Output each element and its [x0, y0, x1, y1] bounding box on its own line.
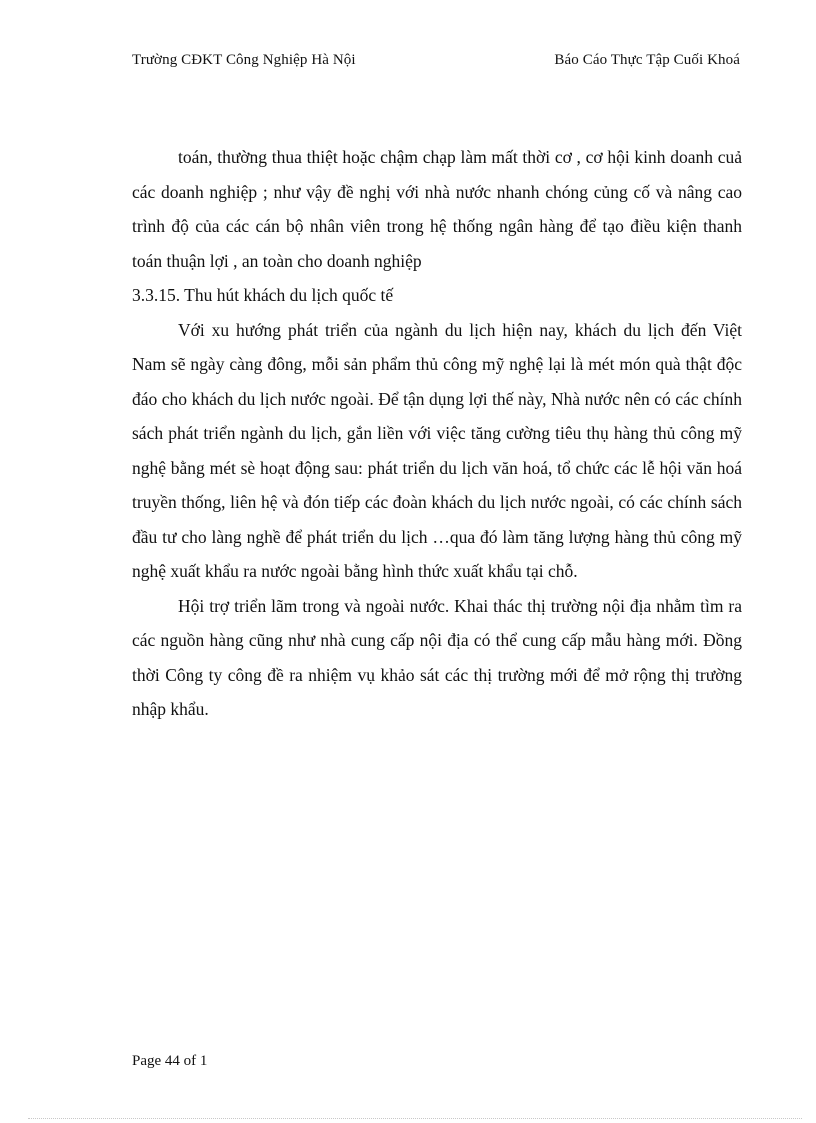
header-school-name: Trường CĐKT Công Nghiệp Hà Nội: [132, 52, 356, 68]
page-footer: [132, 1053, 207, 1070]
paragraph-tourism: Với xu hướng phát triển của ngành du lịch hiện nay, khách du lịch đến Việt Nam sẽ ngày càng đông, mỗi sản phẩm thủ công mỹ nghệ lại là mét món quà thật độc đáo cho khách du lịch nước ngoài. Để tận dụng lợi thế này, Nhà nước nên có các chính sách phát triển ngành du lịch, gắn liền với việc tăng cường tiêu thụ hàng thủ công mỹ nghệ bằng mét sè hoạt động sau: phát triển du lịch văn hoá, tổ chức các lễ hội văn hoá truyền thống, liên hệ và đón tiếp các đoàn khách du lịch nước ngoài, có các chính sách đầu tư cho làng nghề để phát triển du lịch …qua đó làm tăng lượng hàng thủ công mỹ nghệ xuất khẩu ra nước ngoài bằng hình thức xuất khẩu tại chỗ.: [132, 319, 742, 581]
page-number-label: Page 44 of 1: [132, 1053, 208, 1069]
page-bottom-divider: [28, 1118, 802, 1119]
paragraph-trade-fairs: Hội trợ triển lãm trong và ngoài nước. Khai thác thị trường nội địa nhằm tìm ra các nguồn hàng cũng như nhà cung cấp nội địa có thể cung cấp mẫu hàng mới. Đồng thời Công ty công đề ra nhiệm vụ khảo sát các thị trường mới để mở rộng thị trường nhập khẩu.: [132, 595, 742, 719]
header-report-title: Báo Cáo Thực Tập Cuối Khoá: [554, 52, 740, 68]
paragraph-banking-recommendation: toán, thường thua thiệt hoặc chậm chạp làm mất thời cơ , cơ hội kinh doanh cuả các doanh nghiệp ; như vậy đề nghị với nhà nước nhanh chóng củng cố và nâng cao trình độ của các cán bộ nhân viên trong hệ thống ngân hàng để tạo điều kiện thanh toán thuận lợi , an toàn cho doanh nghiệp: [132, 147, 742, 271]
document-body: [132, 140, 742, 727]
section-heading-tourism: 3.3.15. Thu hút khách du lịch quốc tế: [132, 285, 394, 305]
page-header: [132, 52, 740, 76]
